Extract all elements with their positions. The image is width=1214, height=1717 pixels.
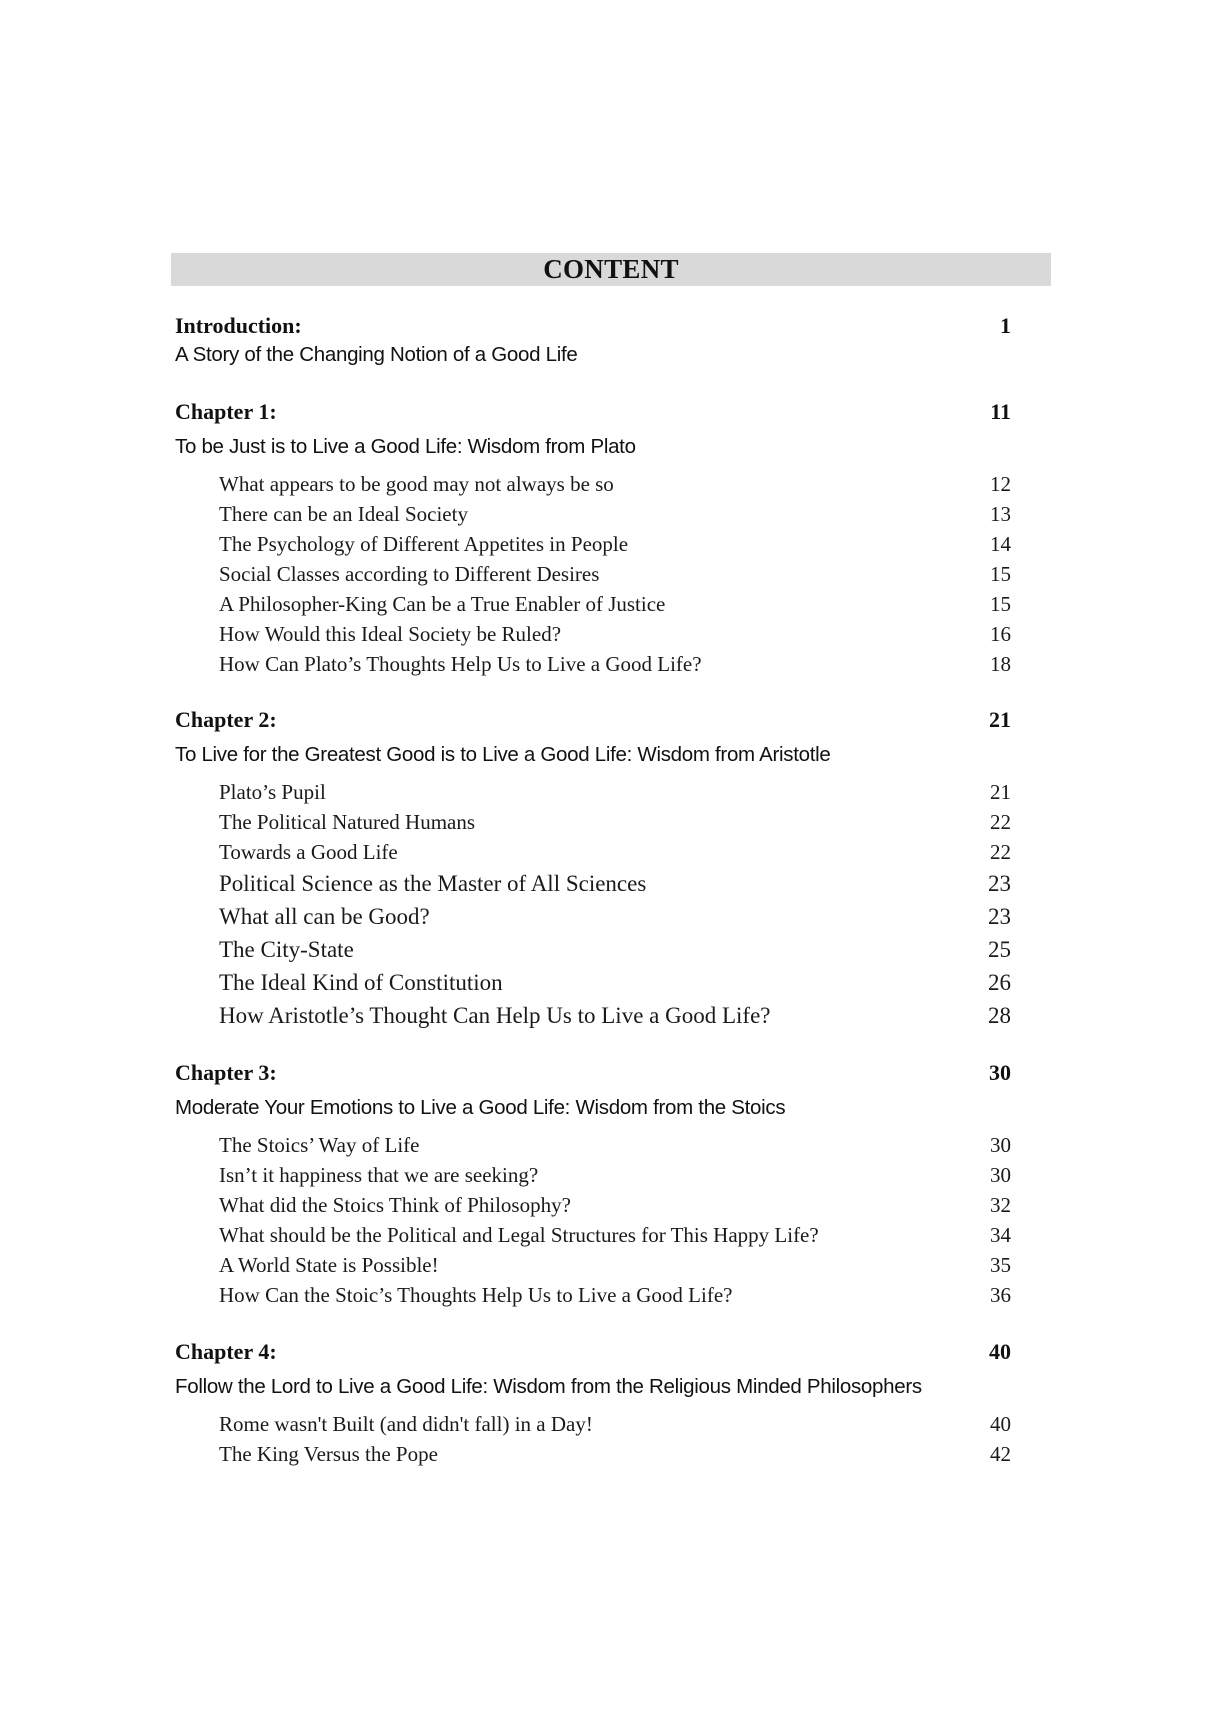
section-page: 12 [990, 472, 1011, 496]
section-row[interactable] [219, 970, 1011, 998]
section-page: 35 [990, 1253, 1011, 1277]
section-page: 14 [990, 532, 1011, 556]
section-row[interactable] [219, 810, 1011, 838]
section-title: The City-State [219, 937, 354, 962]
section-row[interactable] [219, 652, 1011, 680]
toc-heading: CONTENT [543, 254, 679, 284]
section-row[interactable] [219, 1223, 1011, 1251]
section-title: A World State is Possible! [219, 1253, 439, 1277]
section-row[interactable] [219, 472, 1011, 500]
section-page: 26 [988, 970, 1011, 995]
section-title: Towards a Good Life [219, 840, 398, 864]
section-row[interactable] [219, 871, 1011, 899]
chapter-page: 40 [989, 1339, 1011, 1364]
chapter-label: Chapter 2: [175, 707, 277, 732]
section-title: There can be an Ideal Society [219, 502, 468, 526]
chapter-3-title[interactable]: Moderate Your Emotions to Live a Good Life: Wisdom from the Stoics [175, 1096, 786, 1119]
section-title: What should be the Political and Legal Structures for This Happy Life? [219, 1223, 819, 1247]
introduction-row[interactable] [175, 313, 1011, 343]
section-title: The Political Natured Humans [219, 810, 476, 834]
section-page: 30 [990, 1133, 1011, 1157]
introduction-title[interactable]: A Story of the Changing Notion of a Good Life [175, 343, 578, 366]
chapter-1-row[interactable] [175, 399, 1011, 429]
section-page: 30 [990, 1163, 1011, 1187]
section-title: Political Science as the Master of All Sciences [219, 871, 647, 896]
section-row[interactable] [219, 1253, 1011, 1281]
chapter-page: 30 [989, 1060, 1011, 1085]
section-title: A Philosopher-King Can be a True Enabler of Justice [219, 592, 666, 616]
section-row[interactable] [219, 1133, 1011, 1161]
section-title: What did the Stoics Think of Philosophy? [219, 1193, 571, 1217]
section-page: 34 [990, 1223, 1011, 1247]
section-row[interactable] [219, 622, 1011, 650]
section-page: 36 [990, 1283, 1011, 1307]
section-title: The Psychology of Different Appetites in People [219, 532, 629, 556]
section-row[interactable] [219, 904, 1011, 932]
section-title: How Aristotle’s Thought Can Help Us to Live a Good Life? [219, 1003, 771, 1028]
section-page: 22 [990, 840, 1011, 864]
section-title: Isn’t it happiness that we are seeking? [219, 1163, 539, 1187]
section-page: 32 [990, 1193, 1011, 1217]
chapter-label: Chapter 3: [175, 1060, 277, 1085]
section-row[interactable] [219, 562, 1011, 590]
section-row[interactable] [219, 840, 1011, 868]
section-title: What all can be Good? [219, 904, 430, 929]
section-row[interactable] [219, 1193, 1011, 1221]
chapter-2-row[interactable] [175, 707, 1011, 737]
section-row[interactable] [219, 1442, 1011, 1470]
section-row[interactable] [219, 780, 1011, 808]
section-page: 15 [990, 592, 1011, 616]
section-page: 16 [990, 622, 1011, 646]
section-row[interactable] [219, 532, 1011, 560]
section-title: Plato’s Pupil [219, 780, 326, 804]
toc-heading-bar [171, 253, 1051, 286]
section-page: 40 [990, 1412, 1011, 1436]
section-page: 23 [988, 871, 1011, 896]
introduction-label: Introduction: [175, 313, 302, 338]
introduction-page: 1 [1000, 313, 1011, 338]
chapter-page: 21 [989, 707, 1011, 732]
chapter-3-row[interactable] [175, 1060, 1011, 1090]
section-title: How Can the Stoic’s Thoughts Help Us to Live a Good Life? [219, 1283, 733, 1307]
section-page: 22 [990, 810, 1011, 834]
section-title: What appears to be good may not always be so [219, 472, 614, 496]
chapter-1-title[interactable]: To be Just is to Live a Good Life: Wisdom from Plato [175, 435, 636, 458]
section-row[interactable] [219, 937, 1011, 965]
section-page: 42 [990, 1442, 1011, 1466]
section-page: 18 [990, 652, 1011, 676]
section-page: 21 [990, 780, 1011, 804]
section-row[interactable] [219, 592, 1011, 620]
chapter-4-title[interactable]: Follow the Lord to Live a Good Life: Wisdom from the Religious Minded Philosophers [175, 1375, 922, 1398]
section-row[interactable] [219, 1283, 1011, 1311]
section-row[interactable] [219, 1003, 1011, 1031]
section-title: Social Classes according to Different Desires [219, 562, 600, 586]
section-title: The King Versus the Pope [219, 1442, 438, 1466]
section-row[interactable] [219, 502, 1011, 530]
section-page: 28 [988, 1003, 1011, 1028]
section-page: 23 [988, 904, 1011, 929]
chapter-label: Chapter 4: [175, 1339, 277, 1364]
chapter-2-title[interactable]: To Live for the Greatest Good is to Live a Good Life: Wisdom from Aristotle [175, 743, 831, 766]
section-title: How Can Plato’s Thoughts Help Us to Live a Good Life? [219, 652, 702, 676]
chapter-label: Chapter 1: [175, 399, 277, 424]
section-page: 15 [990, 562, 1011, 586]
chapter-4-row[interactable] [175, 1339, 1011, 1369]
section-title: How Would this Ideal Society be Ruled? [219, 622, 562, 646]
section-page: 13 [990, 502, 1011, 526]
section-title: The Stoics’ Way of Life [219, 1133, 420, 1157]
section-row[interactable] [219, 1163, 1011, 1191]
section-page: 25 [988, 937, 1011, 962]
section-title: The Ideal Kind of Constitution [219, 970, 503, 995]
section-row[interactable] [219, 1412, 1011, 1440]
section-title: Rome wasn't Built (and didn't fall) in a Day! [219, 1412, 593, 1436]
chapter-page: 11 [990, 399, 1011, 424]
